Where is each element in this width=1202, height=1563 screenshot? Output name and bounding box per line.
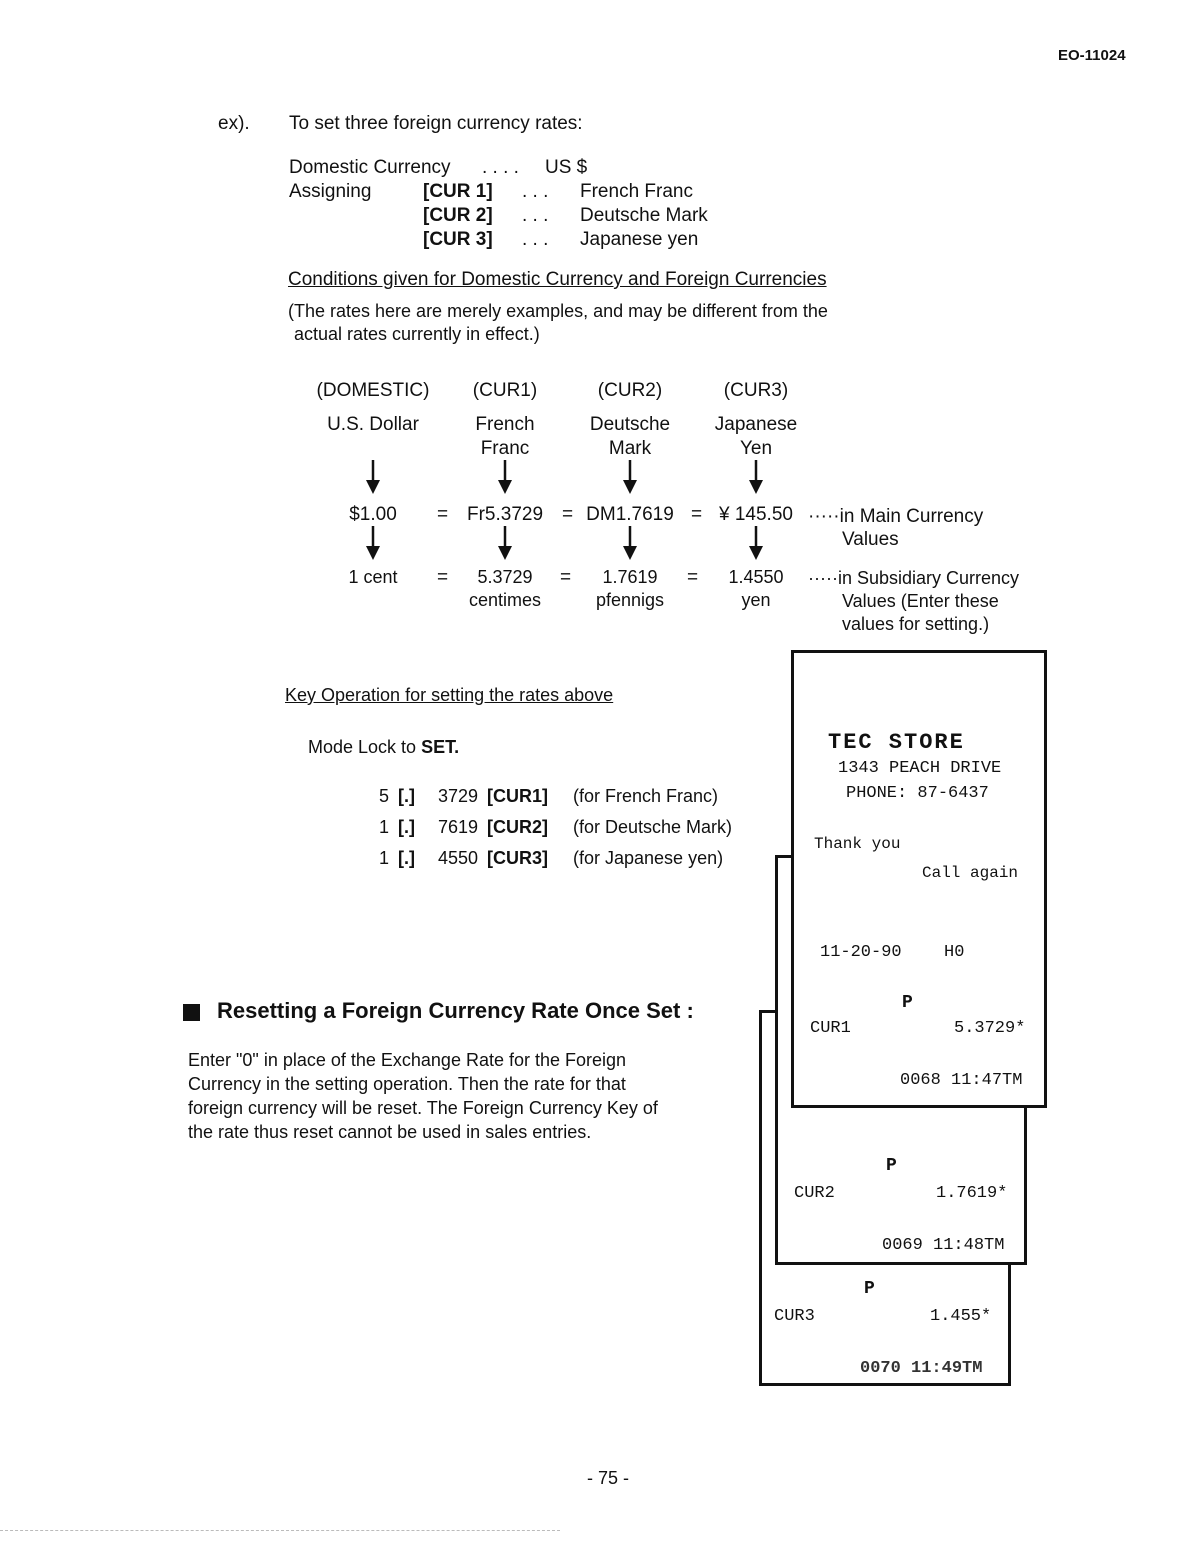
receipt-slip-2-label: CUR2 [794,1184,835,1203]
sub-value-cur2: 1.7619 [602,567,658,587]
mode-lock-line [308,737,459,758]
receipt-slip-2-mark: P [886,1156,897,1176]
key-row-3-point: [.] [398,848,415,868]
key-row-2-note: (for Deutsche Mark) [573,817,733,837]
resetting-line2: Currency in the setting operation. Then the rate for that [188,1074,626,1094]
receipt-slip-3-label: CUR3 [774,1307,815,1326]
mode-lock-prefix: Mode Lock to [308,737,422,757]
down-arrow-icon [744,526,768,560]
sub-unit-cur2: pfennigs [595,590,665,610]
sub-value-domestic: 1 cent [348,567,398,587]
col-cur2-name2: Mark [608,438,652,459]
conditions-note-line1: (The rates here are merely examples, and may be different from the [288,301,828,321]
equals-sign: = [691,504,703,525]
key-row-2-decimals: 7619 [438,817,479,837]
col-cur3-header: (CUR3) [723,380,789,401]
assign-key-cur2: [CUR 2] [423,205,493,226]
assign-dots-3: . . . [522,229,549,250]
example-label: ex). [218,113,250,134]
down-arrow-icon [618,460,642,494]
receipt-slip-1-value: 5.3729* [954,1019,1026,1038]
assigning-label: Assigning [289,181,372,202]
down-arrow-icon [361,460,385,494]
sub-unit-cur3: yen [741,590,771,610]
receipt-thanks: Thank you [814,835,901,853]
assign-currency-2: Deutsche Mark [580,205,708,226]
receipt-slip-3-footer: 0070 11:49TM [860,1359,983,1378]
example-intro: To set three foreign currency rates: [289,113,583,134]
conditions-note-line2: actual rates currently in effect.) [294,324,540,344]
main-value-cur3: ¥ 145.50 [719,504,793,525]
key-row-1-note: (for French Franc) [573,786,719,806]
assign-currency-1: French Franc [580,181,693,202]
col-cur3-name2: Yen [739,438,773,459]
receipt-phone: PHONE: 87-6437 [846,784,989,803]
key-row-1-digit: 5 [379,786,390,806]
equals-sign: = [437,567,449,588]
resetting-line4: the rate thus reset cannot be used in sales entries. [188,1122,592,1142]
resetting-heading: Resetting a Foreign Currency Rate Once Set : [217,998,694,1023]
receipt-slip-3-mark: P [864,1279,875,1299]
col-domestic-name: U.S. Dollar [327,414,419,435]
main-value-cur2: DM1.7619 [586,504,674,525]
key-row-2-point: [.] [398,817,415,837]
assign-dots-1: . . . [522,181,549,202]
equals-sign: = [562,504,574,525]
domestic-value: US $ [545,157,588,178]
receipt-slip-3-value: 1.455* [930,1307,992,1326]
equals-sign: = [437,504,449,525]
equals-sign: = [687,567,699,588]
down-arrow-icon [493,526,517,560]
key-row-2-key: [CUR2] [487,817,548,837]
resetting-line3: foreign currency will be reset. The Foreign Currency Key of [188,1098,658,1118]
domestic-label: Domestic Currency [289,157,451,178]
sub-note-line1: ·····in Subsidiary Currency [808,568,1020,588]
sub-note-line3: values for setting.) [842,614,990,634]
equals-sign: = [560,567,572,588]
key-row-3-decimals: 4550 [438,848,479,868]
key-row-1-decimals: 3729 [438,786,479,806]
receipt-address: 1343 PEACH DRIVE [838,759,1002,778]
receipt-clerk: H0 [944,943,965,962]
key-row-2-digit: 1 [379,817,390,837]
sub-note-line2: Values (Enter these [842,591,999,611]
conditions-heading: Conditions given for Domestic Currency and Foreign Currencies [288,269,827,290]
col-cur2-name1: Deutsche [589,414,671,435]
main-note-line2: Values [842,529,899,550]
resetting-line1: Enter "0" in place of the Exchange Rate for the Foreign [188,1050,627,1070]
assign-key-cur3: [CUR 3] [423,229,493,250]
key-row-3-note: (for Japanese yen) [573,848,724,868]
assign-dots-2: . . . [522,205,549,226]
page-number: - 75 - [587,1468,630,1488]
key-row-1-key: [CUR1] [487,786,548,806]
sub-unit-cur1: centimes [468,590,542,610]
key-row-3-key: [CUR3] [487,848,548,868]
col-cur1-name1: French [475,414,535,435]
receipt-slip-2-footer: 0069 11:48TM [882,1236,1005,1255]
down-arrow-icon [618,526,642,560]
key-operation-heading: Key Operation for setting the rates above [285,685,614,705]
square-bullet-icon [183,1004,200,1021]
receipt-slip-1 [791,650,1047,1108]
down-arrow-icon [361,526,385,560]
receipt-slip-1-mark: P [902,993,913,1013]
document-code: EO-11024 [1058,47,1126,64]
main-note-line1: ·····in Main Currency [808,506,984,527]
down-arrow-icon [744,460,768,494]
key-row-3-digit: 1 [379,848,390,868]
domestic-dots: . . . . [482,157,519,178]
col-cur1-header: (CUR1) [472,380,538,401]
key-row-1-point: [.] [398,786,415,806]
col-cur3-name1: Japanese [714,414,798,435]
main-value-domestic: $1.00 [349,504,397,525]
col-domestic-header: (DOMESTIC) [316,380,430,401]
mode-lock-value: SET. [421,737,460,757]
assign-currency-3: Japanese yen [580,229,699,250]
receipt-slip-1-label: CUR1 [810,1019,851,1038]
col-cur1-name2: Franc [480,438,530,459]
receipt-slip-2-value: 1.7619* [936,1184,1008,1203]
receipt-store-name: TEC STORE [828,730,965,755]
receipt-call-again: Call again [922,864,1019,882]
receipt-date: 11-20-90 [820,943,902,962]
main-value-cur1: Fr5.3729 [466,504,544,525]
down-arrow-icon [493,460,517,494]
sub-value-cur3: 1.4550 [728,567,784,587]
sub-value-cur1: 5.3729 [477,567,533,587]
receipt-slip-1-footer: 0068 11:47TM [900,1071,1023,1090]
assign-key-cur1: [CUR 1] [423,181,493,202]
scan-artifact-line [0,1530,560,1531]
col-cur2-header: (CUR2) [597,380,663,401]
